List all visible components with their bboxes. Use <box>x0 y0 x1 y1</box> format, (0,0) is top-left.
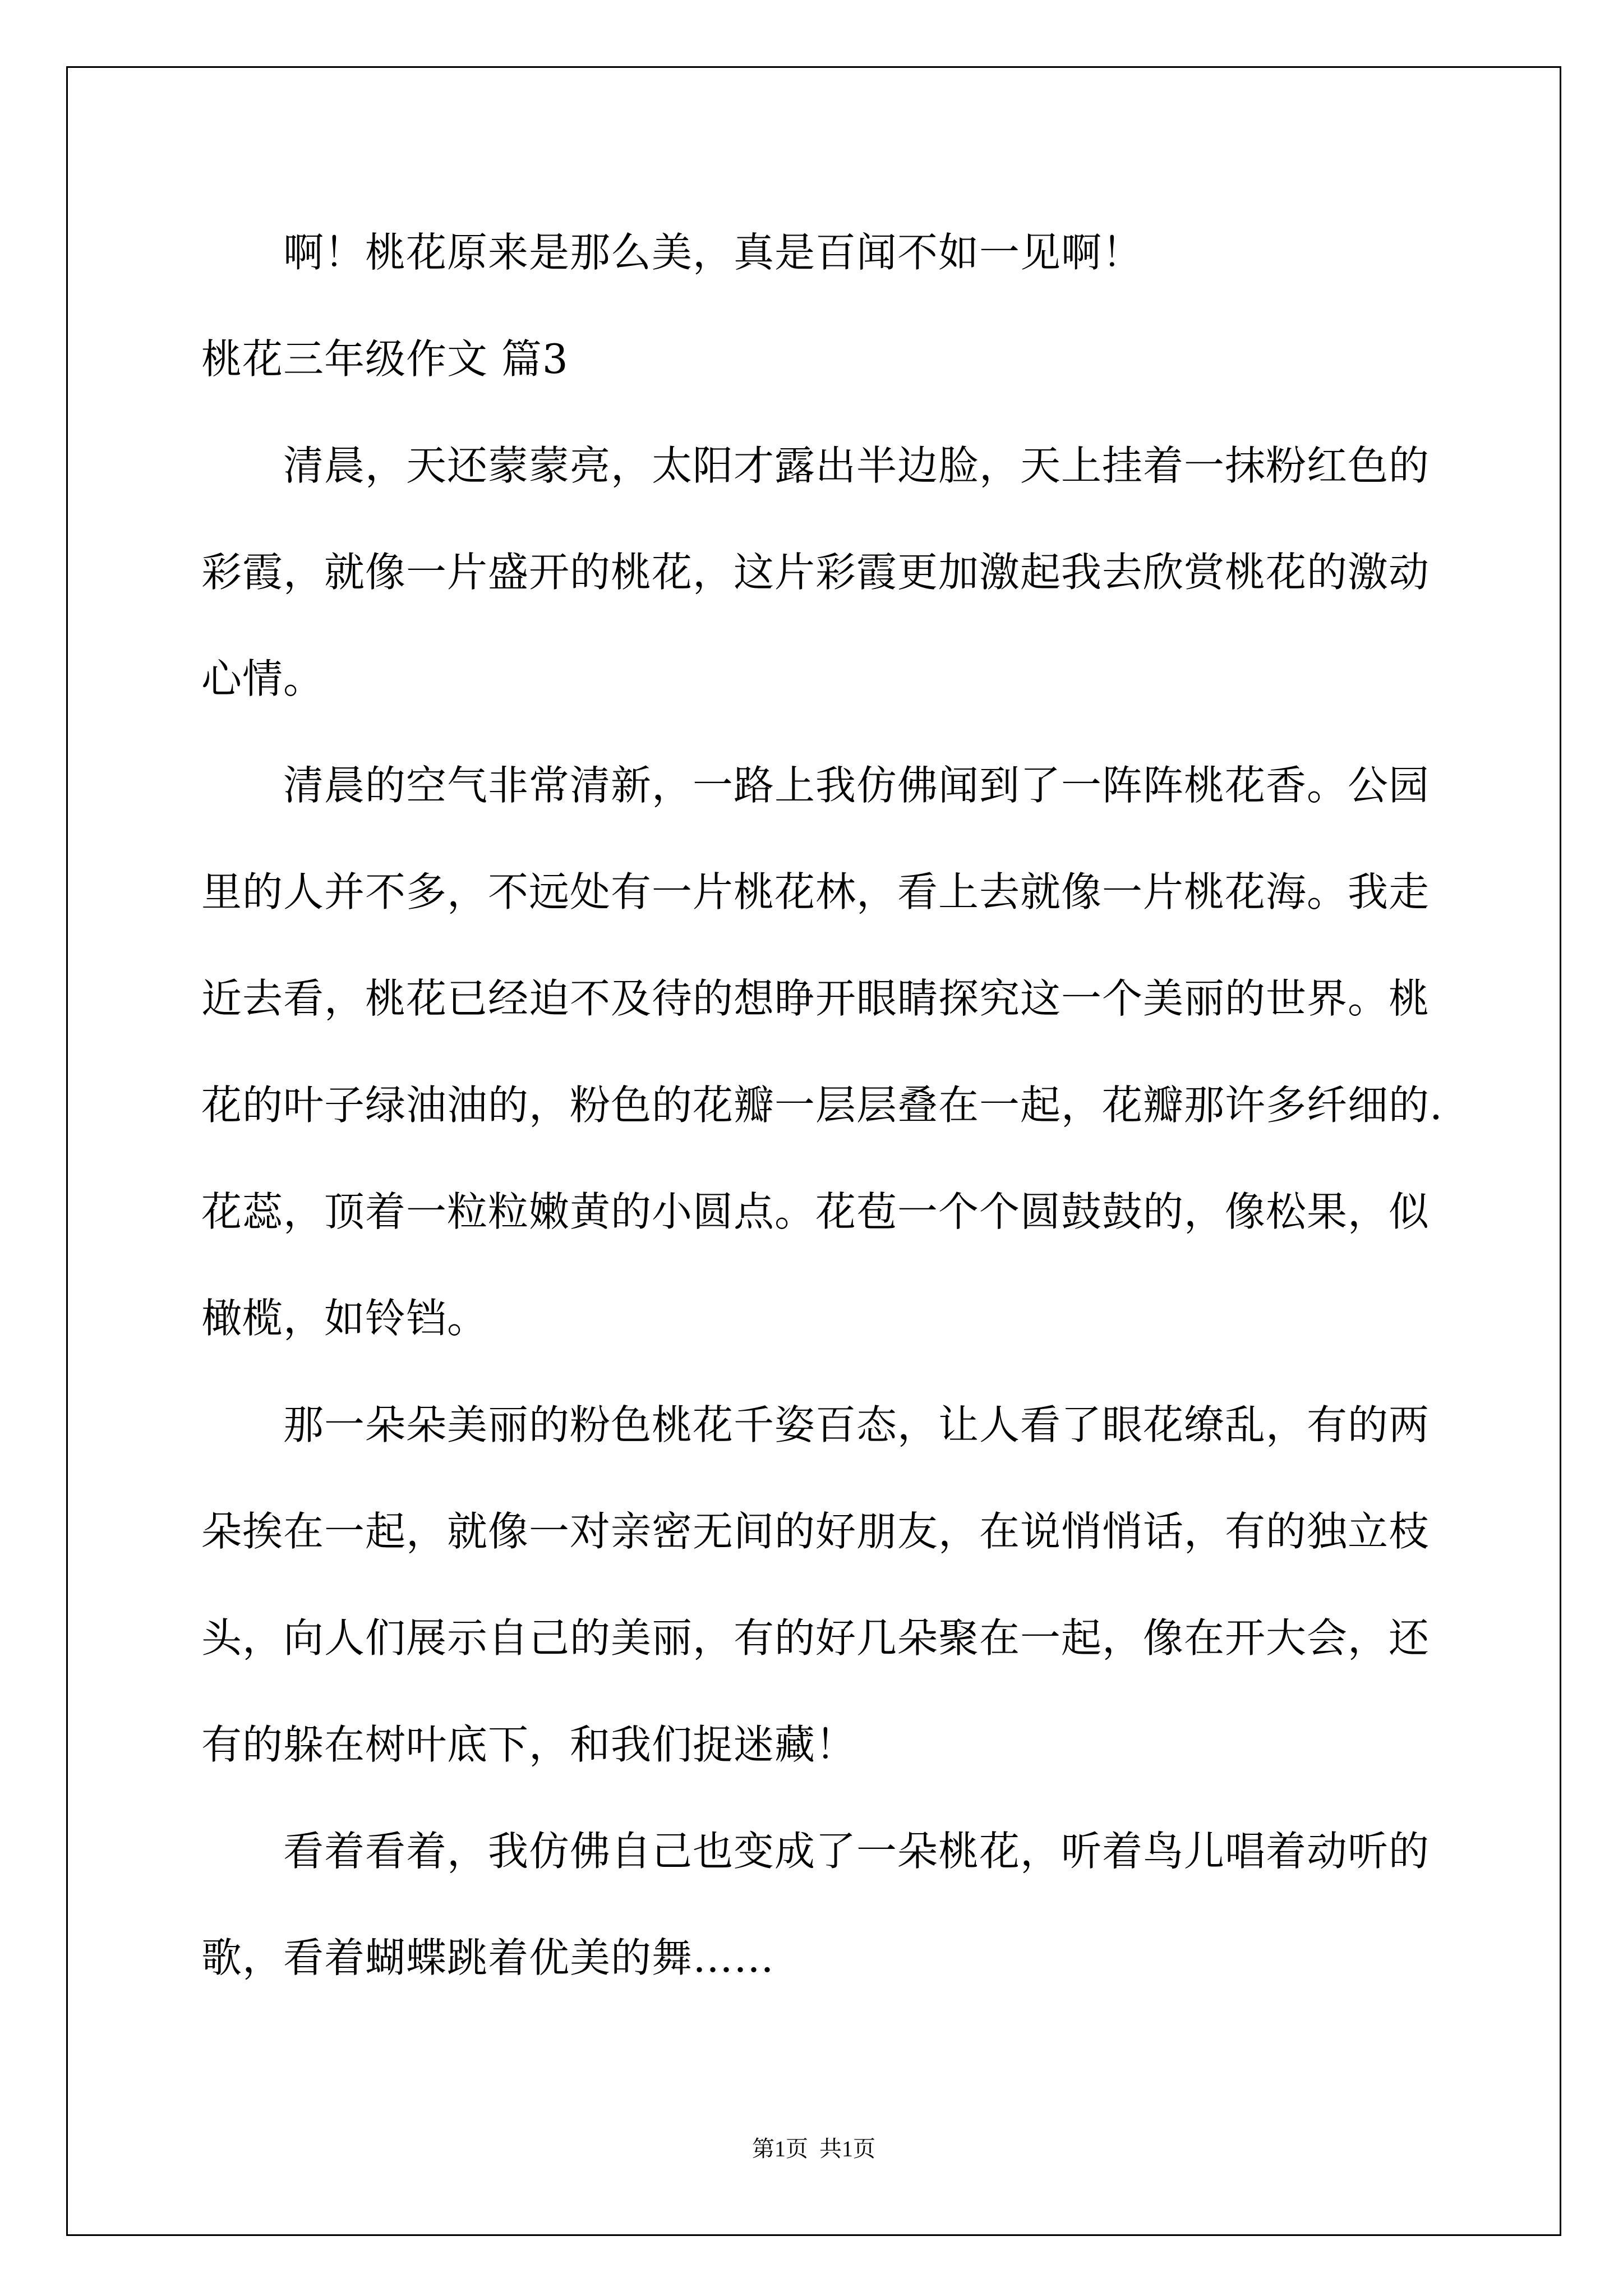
paragraph <box>201 199 1547 306</box>
paragraph-line: 清晨的空气非常清新，一路上我仿佛闻到了一阵阵桃花香。公园 <box>283 762 1430 809</box>
paragraph-line: 心情。 <box>201 655 325 702</box>
paragraph-line: 清晨，天还蒙蒙亮，太阳才露出半边脸，天上挂着一抹粉红色的 <box>283 442 1430 489</box>
paragraph <box>201 1798 1547 2011</box>
paragraph <box>201 1372 1547 1798</box>
section-heading: 桃花三年级作文 篇3 <box>201 335 569 383</box>
paragraph-line: 啊！桃花原来是那么美，真是百闻不如一见啊！ <box>283 229 1144 276</box>
paragraph-line: 歌，看着蝴蝶跳着优美的舞…… <box>201 1934 775 1981</box>
page-number-footer: 第1页 共1页 <box>752 2136 875 2161</box>
paragraph-line: 里的人并不多，不远处有一片桃花林，看上去就像一片桃花海。我走 <box>201 868 1430 915</box>
paragraph <box>201 732 1547 1372</box>
paragraph <box>201 412 1547 732</box>
document-body <box>201 199 1547 2011</box>
paragraph-line: 花的叶子绿油油的，粉色的花瓣一层层叠在一起，花瓣那许多纤细的. <box>201 1082 1443 1129</box>
paragraph-line: 那一朵朵美丽的粉色桃花千姿百态，让人看了眼花缭乱，有的两 <box>283 1401 1430 1448</box>
paragraph-line: 有的躲在树叶底下，和我们捉迷藏！ <box>201 1721 857 1768</box>
paragraph-line: 近去看，桃花已经迫不及待的想睁开眼睛探究这一个美丽的世界。桃 <box>201 975 1430 1022</box>
paragraph-line: 头，向人们展示自己的美丽，有的好几朵聚在一起，像在开大会，还 <box>201 1614 1430 1662</box>
paragraph-line: 看着看着，我仿佛自己也变成了一朵桃花，听着鸟儿唱着动听的 <box>283 1828 1430 1875</box>
paragraph-line: 橄榄，如铃铛。 <box>201 1295 488 1342</box>
paragraph-line: 彩霞，就像一片盛开的桃花，这片彩霞更加激起我去欣赏桃花的激动 <box>201 549 1430 596</box>
paragraph-line: 花蕊，顶着一粒粒嫩黄的小圆点。花苞一个个圆鼓鼓的，像松果，似 <box>201 1188 1430 1235</box>
paragraph-line: 朵挨在一起，就像一对亲密无间的好朋友，在说悄悄话，有的独立枝 <box>201 1508 1430 1555</box>
